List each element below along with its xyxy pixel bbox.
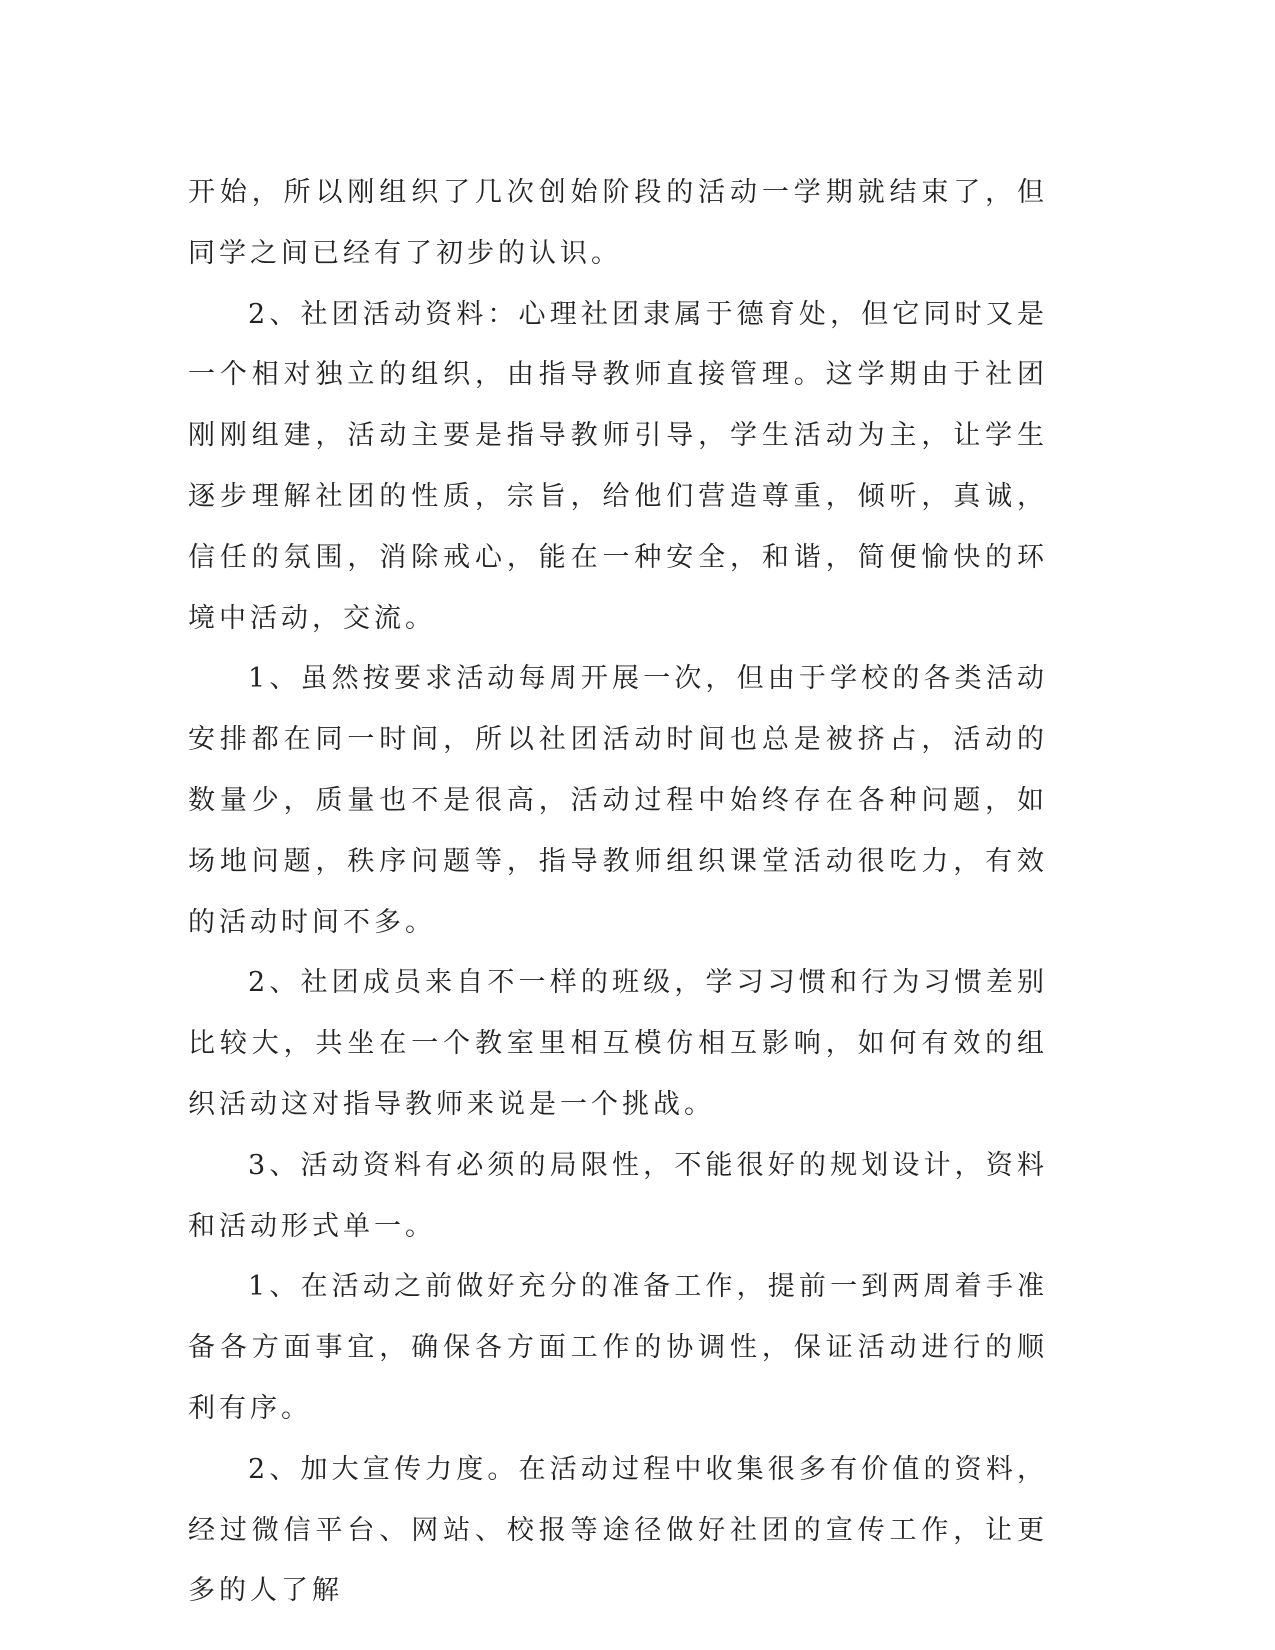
paragraph-measure-publicity: 2、加大宣传力度。在活动过程中收集很多有价值的资料，经过微信平台、网站、校报等途径做好社团的宣传工作，让更多的人了解	[188, 1453, 1048, 1607]
paragraph-club-content: 2、社团活动资料：心理社团隶属于德育处，但它同时又是一个相对独立的组织，由指导教师直接管理。这学期由于社团刚刚组建，活动主要是指导教师引导，学生活动为主，让学生逐步理解社团的性质，宗旨，给他们营造尊重，倾听，真诚，信任的氛围，消除戒心，能在一种安全，和谐，简便愉快的环境中活动，交流。	[188, 298, 1048, 634]
paragraph-measure-preparation: 1、在活动之前做好充分的准备工作，提前一到两周着手准备各方面事宜，确保各方面工作的协调性，保证活动进行的顺利有序。	[188, 1271, 1048, 1424]
paragraph-problem-members: 2、社团成员来自不一样的班级，学习习惯和行为习惯差别比较大，共坐在一个教室里相互模仿相互影响，如何有效的组织活动这对指导教师来说是一个挑战。	[188, 967, 1048, 1120]
paragraph-problem-time: 1、虽然按要求活动每周开展一次，但由于学校的各类活动安排都在同一时间，所以社团活动时间也总是被挤占，活动的数量少，质量也不是很高，活动过程中始终存在各种问题，如场地问题，秩序问题等，指导教师组织课堂活动很吃力，有效的活动时间不多。	[188, 663, 1048, 938]
document-body	[188, 163, 1048, 1622]
paragraph-problem-materials: 3、活动资料有必须的局限性，不能很好的规划设计，资料和活动形式单一。	[188, 1149, 1048, 1242]
paragraph-continuation: 开始，所以刚组织了几次创始阶段的活动一学期就结束了，但同学之间已经有了初步的认识。	[188, 177, 1048, 269]
